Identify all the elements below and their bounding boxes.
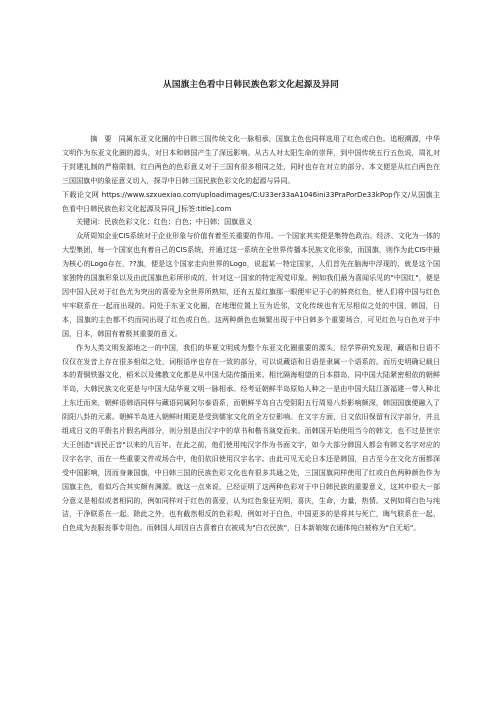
keywords-text: 民族色彩文化；红色；白色；中日韩；国旗意义 xyxy=(104,217,253,227)
keywords-label: 关键词： xyxy=(76,217,105,227)
download-source-line: 下载论文网 https://www.szxuexiao.com/uploadimages/C:U33er33aA1046ini33PraPorDe33kPop作文/从国旗主色看中日韩民族色彩文化起源及异同_[标签:title].com xyxy=(62,189,440,213)
keywords-paragraph xyxy=(62,215,440,229)
abstract-text: 同属东亚文化圈的中日韩三国传统文化一脉相承，国旗主色也同样选用了红色或白色。追根溯源，中华文明作为东亚文化圈的源头，对日本和韩国产生了深远影响。从古人对太阳生命的崇拜，到中国传统五行五色说，周礼对于封建礼制的严格限制，红白两色的色彩意义对于三国有很多相同之处，同时也存在对立的部分。本文便是从红白两色在三国国旗中的象征意义切入，探寻中日韩三国民族色彩文化的起源与异同。 xyxy=(62,134,440,185)
document-title: 从国旗主色看中日韩民族色彩文化起源及异同 xyxy=(163,80,339,90)
abstract-paragraph xyxy=(62,132,440,188)
abstract-label: 摘 要 xyxy=(90,134,112,143)
body-paragraph-1: 众所周知企业CIS系统对于企业形象与价值有着至关重要的作用。一个国家其实便是集特色政治、经济、文化为一体的大型集团，每一个国家也有着自己的CIS系统，并通过这一系统在全世界传播本民族文化形象，而国旗，则作为此CIS中最为核心的Logo存在，??旗，便是这个国家走向世界的Logo，说起某一特定国家，人们首先在脑海中浮现的，就是这个国家独特的国旗形象以及由此国旗色彩所形成的，针对这一国家的特定视觉印象。例如我们最为喜闻乐见的"中国红"，便是因中国人民对于红色尤为突出的喜爱为全世界所熟知，还有五星红旗那一眼便牢记于心的鲜亮红色，使人们将中国与红色牢牢联系在一起而出现的。同处于东亚文化圈，在地理位置上互为近邻，文化传统也有无尽相似之处的中国，韩国，日本，国旗的主色都不约而同出现了红色或白色。这两种颜色也频繁出现于中日韩多个重要场合，可见红色与白色对于中国，日本，韩国有着极其重要的意义。 xyxy=(62,231,440,338)
body-paragraph-2: 作为人类文明发源地之一的中国，我们的华夏文明成为整个东亚文化圈重要的源头，经学界研究发现，藏语和日语不仅仅在发音上存在很多相似之处，词根语序也存在一致的部分，可以说藏语和日语是隶属一个语系的。而历史明确记载日本的青铜铁器文化，稻米以及佛教文化都是从中国大陆传播而来。相比隔海相望的日本群岛，同中国大陆紧密相依的朝鲜半岛，大韩民族文化更是与中国大陆华夏文明一脉相承。经考证朝鲜半岛原始人种之一是由中国大陆江浙福建一带入种北上东迁而来，朝鲜语韩语同样与藏语同属阿尔泰语系，而朝鲜半岛自古受阴阳五行周易八卦影响颇深，韩国国旗便融入了阴阳八卦的元素。朝鲜半岛进入朝鲜时期更是受到儒家文化的全方位影响。在文字方面，日文依旧保留有汉字部分，并且组成日文的平假名片假名两部分，则分别是由汉字中的草书和楷书演变而来。而韩国开始使用当今的韩文，也不过是世宗大王创造"训民正音"以来的几百年。在此之前，他们使用纯汉字作为书面文字，如今大部分韩国人都会有韩文名字对应的汉字名字，而在一些重要文件或场合中，他们依旧使用汉字名字。由此可见无论日本还是韩国，自古至今在文化方面都深受中国影响，因而身兼国旗，中日韩三国的民族色彩文化也有很多共通之处，三国国旗同样使用了红或白色两种颜色作为国旗主色，看似巧合其实颇有渊源。就这一点来说，已经证明了这两种色彩对于中日韩民族的重要意义，这其中很大一部分意义是相似或者相同的，例如同样对于红色的喜爱，认为红色象征光明，喜庆，生命，力量，热情。又例如将白色与纯洁，干净联系在一起。除此之外，也有截然相反的色彩观，例如对于白色，中国更多的是将其与死亡，晦气联系在一起，白色成为丧服丧事专用色。而韩国人却因自古喜着白衣被成为"白衣民族"，日本新娘嫁衣通体纯白被称为"白无垢"。 xyxy=(62,342,440,533)
